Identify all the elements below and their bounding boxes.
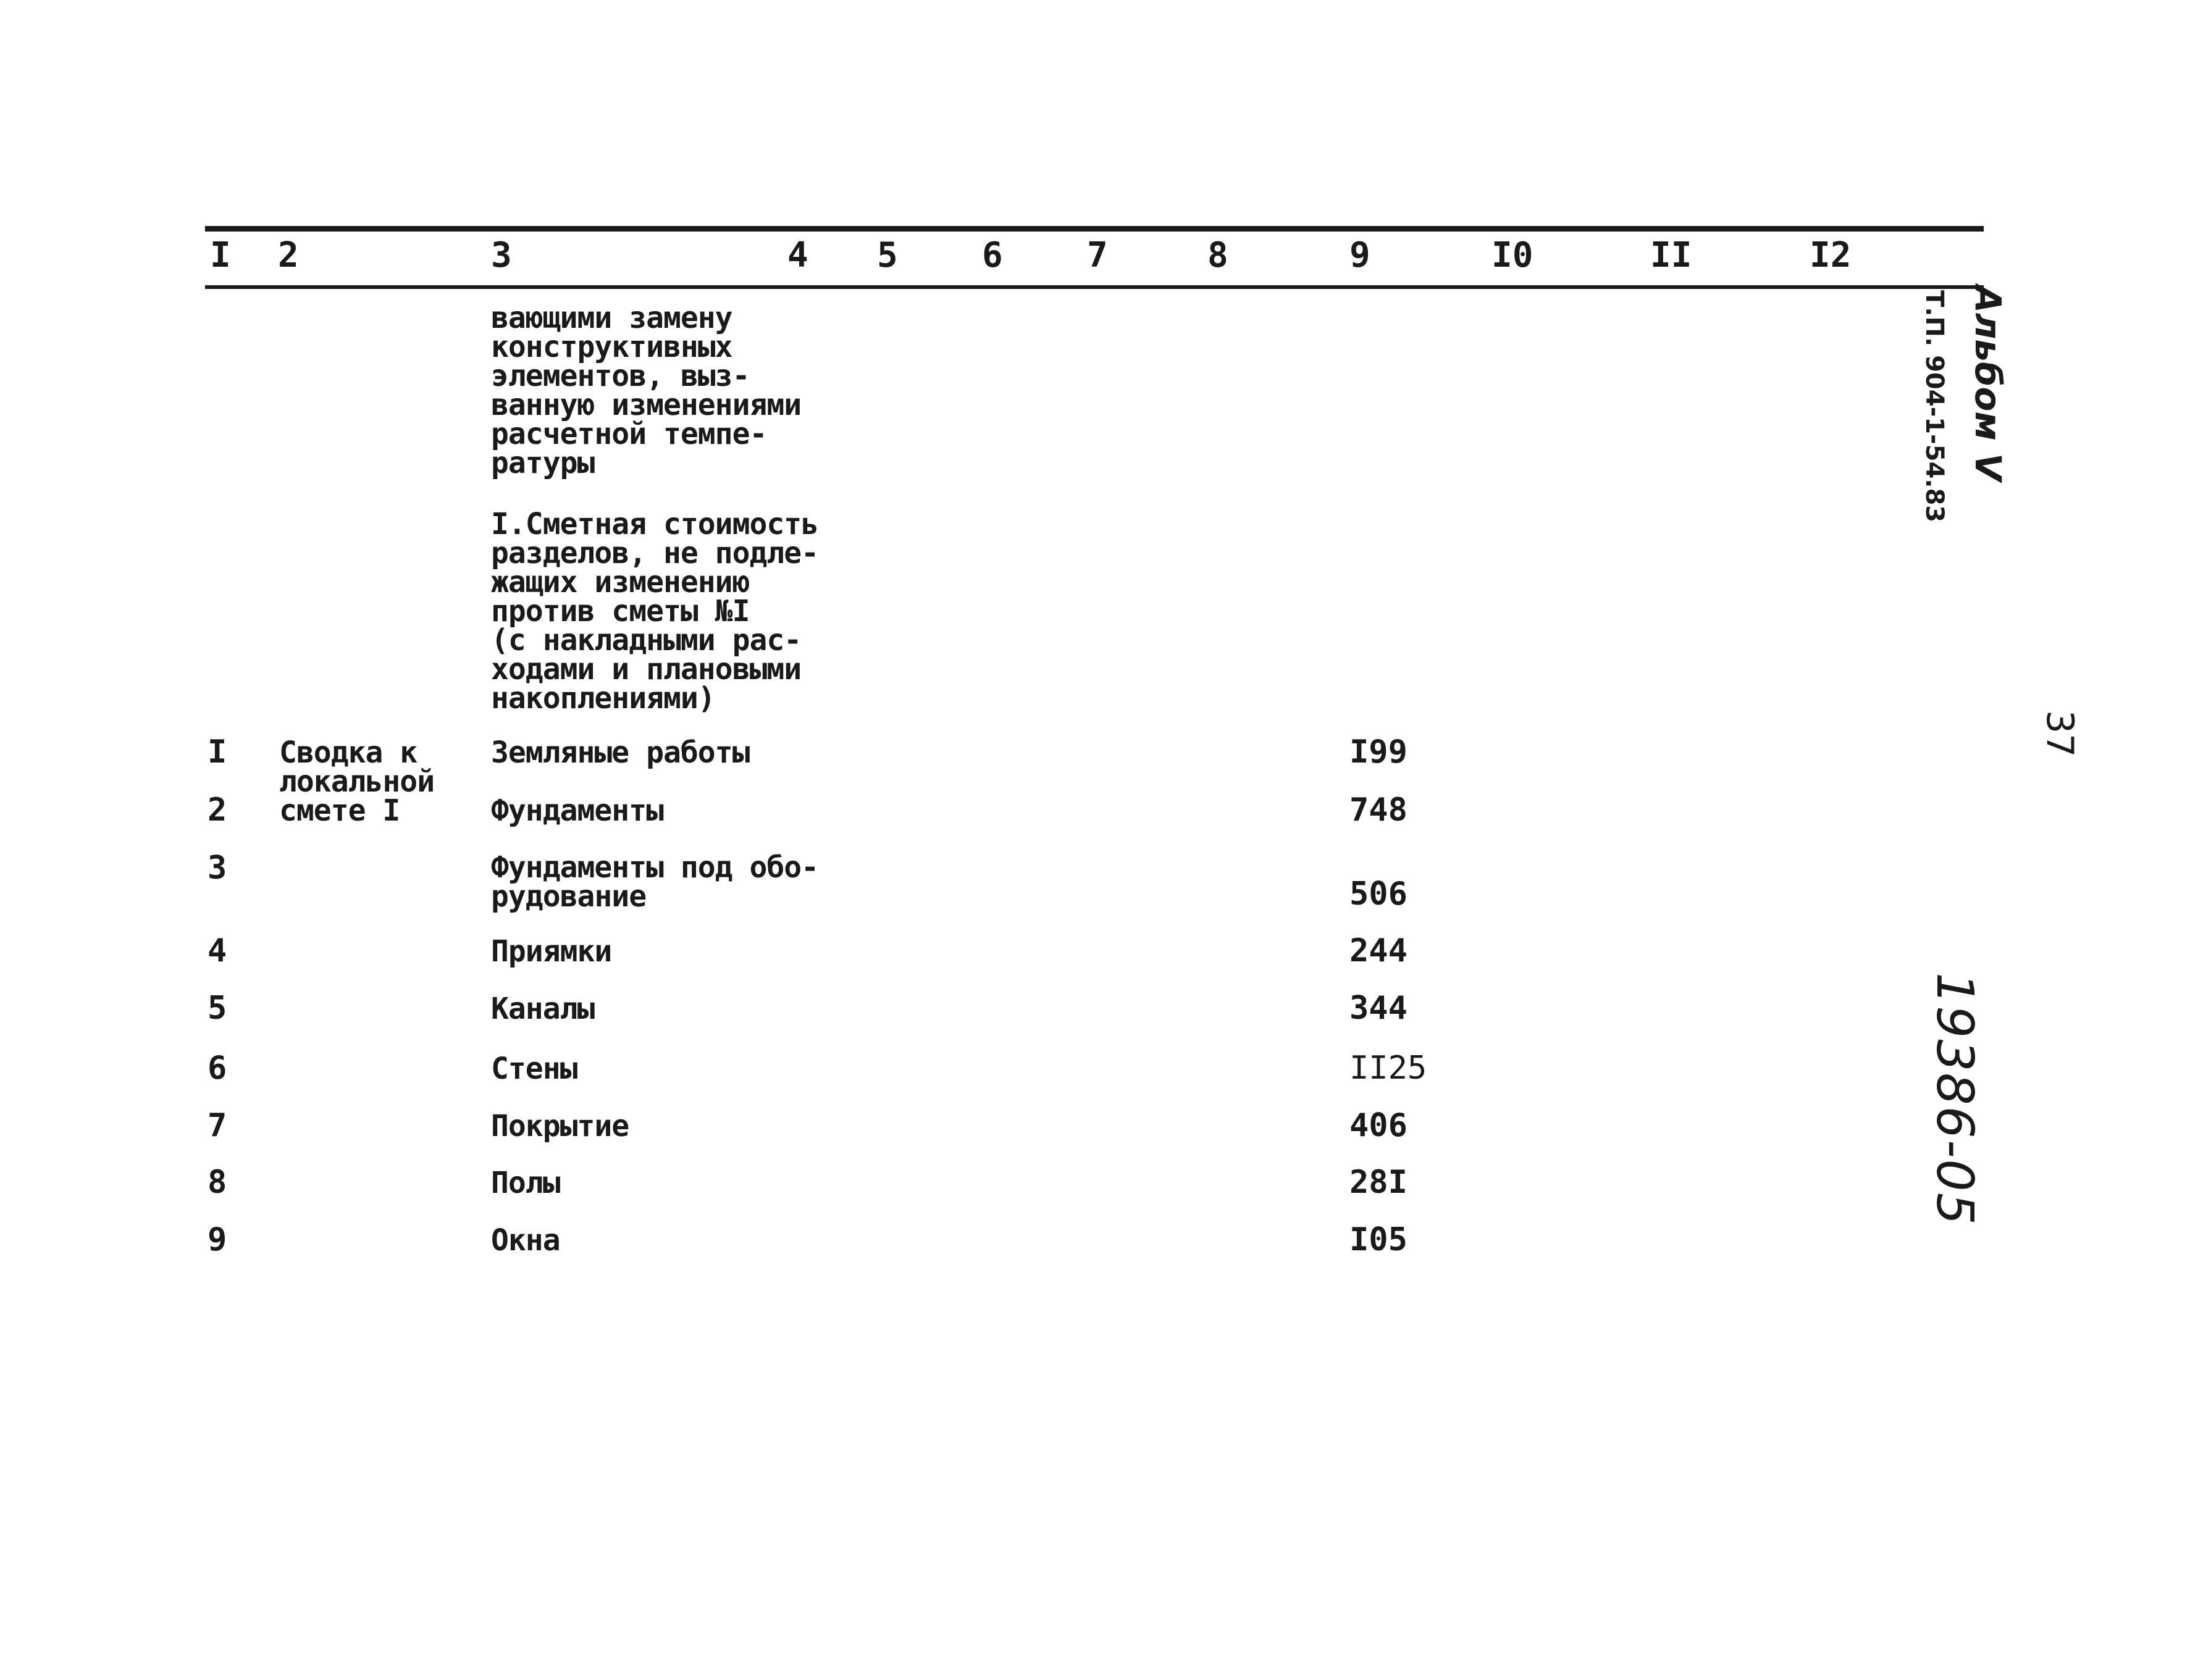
- row-value: 506: [1349, 876, 1408, 913]
- source-line: смете I: [279, 793, 400, 828]
- row-number: 3: [208, 850, 227, 887]
- intro-line: жащих изменению: [491, 565, 750, 600]
- row-number: 7: [208, 1107, 227, 1144]
- row-number: 8: [208, 1164, 227, 1201]
- row-value: 28I: [1349, 1164, 1408, 1201]
- row-number: 2: [208, 792, 227, 829]
- intro-line: накоплениями): [491, 681, 715, 716]
- row-name: Каналы: [491, 992, 595, 1026]
- row-value: II25: [1349, 1050, 1427, 1087]
- row-name-line: Фундаменты под обо-: [491, 850, 819, 885]
- column-header-12: I2: [1810, 235, 1852, 275]
- column-header-4: 4: [787, 235, 808, 275]
- column-header-2: 2: [278, 235, 299, 275]
- intro-text-1: [491, 301, 802, 480]
- intro-line: ванную изменениями: [491, 388, 802, 422]
- intro-line: конструктивных: [491, 330, 732, 364]
- album-stamp: Альбом V: [1967, 285, 2009, 481]
- row-value: I05: [1349, 1221, 1408, 1258]
- row-name: Стены: [491, 1051, 577, 1086]
- column-header-7: 7: [1087, 235, 1108, 275]
- row-value: 244: [1349, 932, 1408, 969]
- intro-line: ратуры: [491, 446, 595, 480]
- intro-line: элементов, выз-: [491, 359, 750, 393]
- column-header-3: 3: [491, 235, 512, 275]
- source-line: локальной: [279, 764, 435, 799]
- row-name: Покрытие: [491, 1109, 629, 1143]
- table-top-rule: [205, 226, 1984, 232]
- column-header-1: I: [210, 235, 231, 275]
- column-header-9: 9: [1349, 235, 1370, 275]
- row-value: 344: [1349, 990, 1408, 1027]
- intro-line: расчетной темпе-: [491, 417, 767, 451]
- row-number: 4: [208, 932, 227, 969]
- row-name: Полы: [491, 1166, 560, 1200]
- column-header-6: 6: [982, 235, 1003, 275]
- row-value: 406: [1349, 1107, 1408, 1144]
- row-number: 6: [208, 1050, 227, 1087]
- project-stamp: Т.П. 904-1-54.83: [1920, 290, 1949, 523]
- row-name: Земляные работы: [491, 735, 750, 770]
- intro-line: (с накладными рас-: [491, 623, 802, 658]
- row-value: 748: [1349, 792, 1408, 829]
- row-number: I: [208, 733, 227, 771]
- row-value: I99: [1349, 733, 1408, 771]
- column-header-5: 5: [877, 235, 898, 275]
- row-name: [491, 850, 819, 914]
- row-number: 5: [208, 990, 227, 1027]
- handwritten-doc-number: 19386-05: [1925, 972, 1984, 1226]
- page-number: 37: [2038, 710, 2081, 758]
- source-line: Сводка к: [279, 735, 417, 770]
- intro-line: I.Сметная стоимость: [491, 507, 819, 541]
- intro-line: ходами и плановыми: [491, 652, 802, 687]
- row-name: Окна: [491, 1223, 560, 1258]
- column-header-10: I0: [1491, 235, 1533, 275]
- table-header-rule: [205, 285, 1984, 289]
- intro-line: вающими замену: [491, 301, 732, 335]
- column-header-8: 8: [1207, 235, 1228, 275]
- row-number: 9: [208, 1221, 227, 1258]
- intro-line: против сметы №I: [491, 594, 750, 629]
- row-name-line: рудование: [491, 879, 647, 914]
- source-reference: [279, 735, 435, 828]
- row-name: Приямки: [491, 934, 612, 969]
- row-name: Фундаменты: [491, 793, 663, 828]
- column-header-11: II: [1650, 235, 1692, 275]
- intro-line: разделов, не подле-: [491, 536, 819, 570]
- intro-text-2: [491, 507, 819, 716]
